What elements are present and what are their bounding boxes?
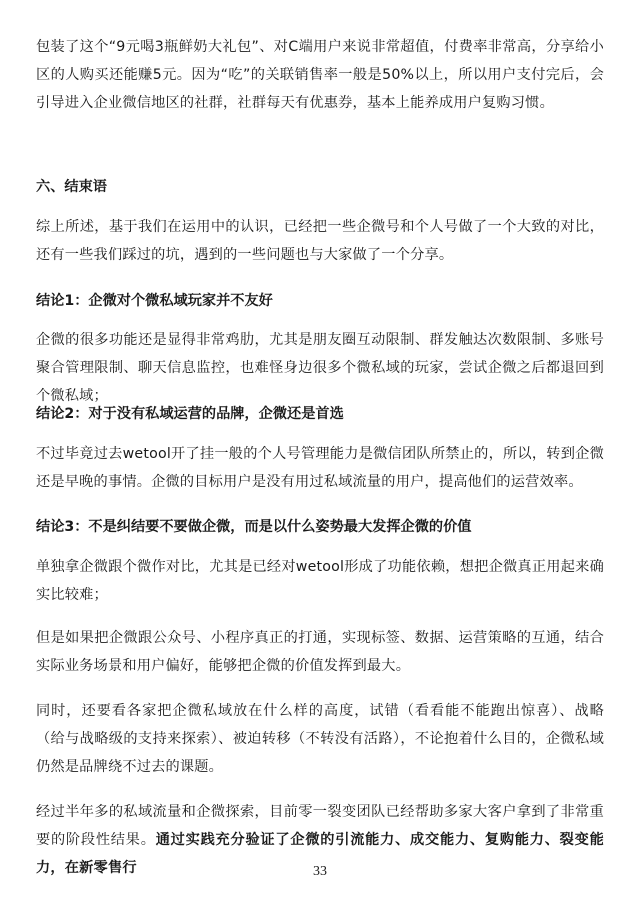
intro-paragraph: 包装了这个“9元喝3瓶鲜奶大礼包”、对C端用户来说非常超值，付费率非常高，分享给小区的人购买还能赚5元。因为“吃”的关联销售率一般是50%以上，所以用户支付完后，会引导进入企业微信地区的社群，社群每天有优惠券，基本上能养成用户复购习惯。: [36, 39, 604, 111]
conclusion-3-title: 结论3：不是纠结要不要做企微，而是以什么姿势最大发挥企微的价值: [36, 519, 472, 535]
final-paragraph-text: 经过半年多的私域流量和企微探索，目前零一裂变团队已经帮助多家大客户拿到了非常重要的阶段性结果。: [36, 804, 604, 848]
conclusion-1-title: 结论1：企微对个微私域玩家并不友好: [36, 293, 273, 309]
page-number: 33: [313, 864, 327, 879]
conclusion-1-body: 企微的很多功能还是显得非常鸡肋，尤其是朋友圈互动限制、群发触达次数限制、多账号聚合管理限制、聊天信息监控，也难怪身边很多个微私域的玩家，尝试企微之后都退回到个微私域；: [36, 332, 604, 404]
summary-paragraph: 综上所述，基于我们在运用中的认识，已经把一些企微号和个人号做了一个大致的对比，还有一些我们踩过的坑，遇到的一些问题也与大家做了一个分享。: [36, 219, 604, 263]
integration-paragraph: 但是如果把企微跟公众号、小程序真正的打通，实现标签、数据、运营策略的互通，结合实际业务场景和用户偏好，能够把企微的价值发挥到最大。: [36, 630, 604, 674]
conclusion-3-body: 单独拿企微跟个微作对比，尤其是已经对wetool形成了功能依赖，想把企微真正用起来确实比较难；: [36, 559, 604, 603]
meanwhile-paragraph: 同时，还要看各家把企微私域放在什么样的高度，试错（看看能不能跑出惊喜）、战略（给与战略级的支持来探索）、被迫转移（不转没有活路），不论抱着什么目的，企微私域仍然是品牌绕不过去的课题。: [36, 703, 604, 775]
conclusion-2-body: 不过毕竟过去wetool开了挂一般的个人号管理能力是微信团队所禁止的，所以，转到企微还是早晚的事情。企微的目标用户是没有用过私域流量的用户，提高他们的运营效率。: [36, 446, 604, 490]
final-paragraph-bold-text: 通过实践充分验证了企微的引流能力、成交能力、复购能力、裂变能力，在新零售行: [36, 832, 604, 876]
conclusion-2-title: 结论2：对于没有私域运营的品牌，企微还是首选: [36, 406, 344, 422]
section-heading: 六、结束语: [36, 179, 107, 195]
